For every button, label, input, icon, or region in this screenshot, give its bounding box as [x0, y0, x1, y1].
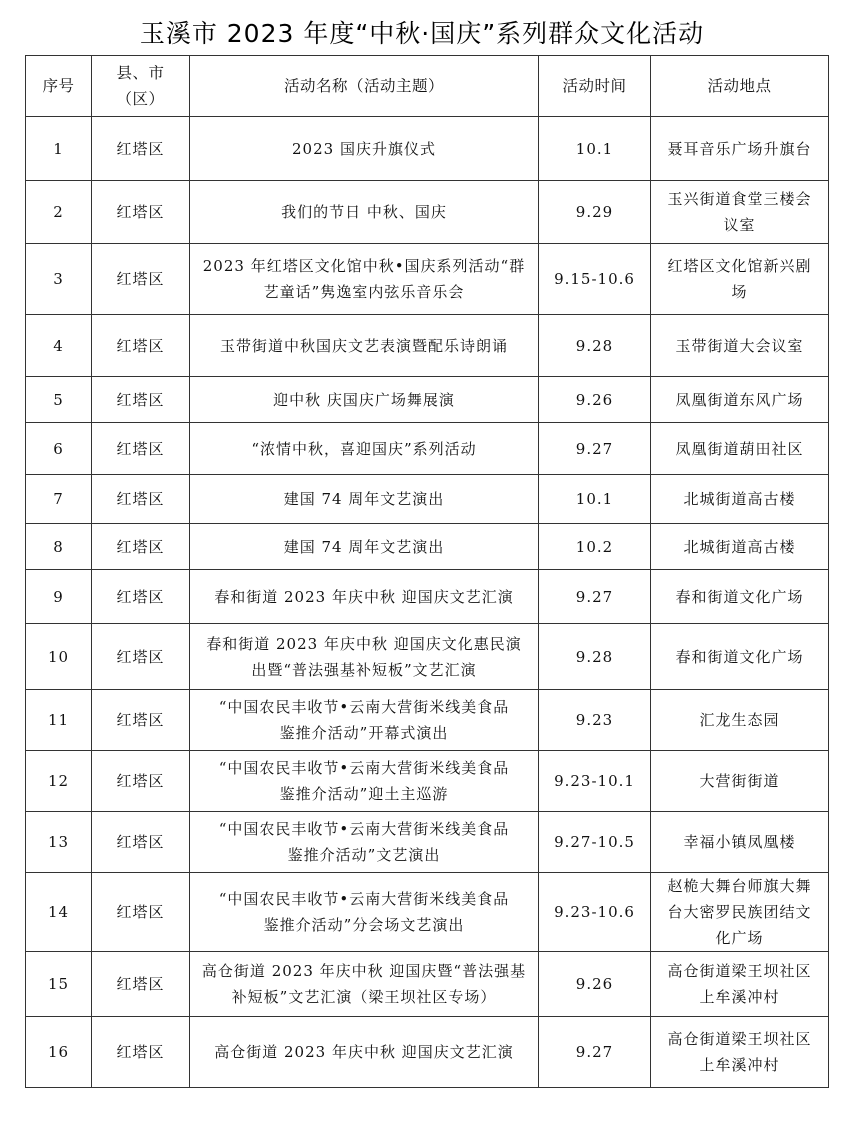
activity-name-text: 我们的节日 中秋、国庆	[281, 203, 447, 221]
time-text: 9.27	[575, 1043, 614, 1061]
activity-name-cell	[190, 181, 539, 244]
district-text: 红塔区	[116, 1043, 165, 1061]
row-number-cell	[26, 181, 92, 244]
time-cell	[539, 181, 651, 244]
place-text: 凤凰街道东风广场	[675, 390, 804, 409]
table-row	[26, 690, 829, 751]
activity-name-cell	[190, 812, 539, 873]
district-cell	[92, 1017, 190, 1088]
activity-name-text: 高仓街道 2023 年庆中秋 迎国庆暨“普法强基补短板”文艺汇演（梁王坝社区专场）	[201, 962, 527, 1006]
place-text: 大营街街道	[699, 772, 780, 790]
row-number-text: 7	[53, 490, 64, 508]
time-text: 9.26	[575, 975, 614, 993]
district-cell	[92, 873, 190, 952]
row-number-cell	[26, 315, 92, 377]
time-text: 10.1	[575, 139, 614, 158]
place-text: 聂耳音乐广场升旗台	[667, 139, 812, 158]
time-cell	[539, 873, 651, 952]
row-number-text: 16	[47, 1043, 70, 1061]
place-text: 高仓街道梁王坝社区上牟溪冲村	[667, 1030, 812, 1074]
time-cell	[539, 624, 651, 690]
place-text: 凤凰街道葫田社区	[675, 439, 804, 458]
district-text: 红塔区	[116, 587, 165, 606]
table-row	[26, 570, 829, 624]
district-cell	[92, 570, 190, 624]
time-cell	[539, 244, 651, 315]
activity-name-cell	[190, 624, 539, 690]
place-cell	[651, 315, 829, 377]
table-row	[26, 377, 829, 423]
activity-name-cell	[190, 570, 539, 624]
place-cell	[651, 570, 829, 624]
time-text: 9.27	[575, 439, 614, 458]
activity-name-text: 春和街道 2023 年庆中秋 迎国庆文艺汇演	[214, 587, 514, 606]
district-cell	[92, 475, 190, 524]
district-text: 红塔区	[116, 903, 165, 921]
district-cell	[92, 181, 190, 244]
activity-name-cell	[190, 315, 539, 377]
table-row	[26, 624, 829, 690]
place-cell	[651, 751, 829, 812]
header-no: 序号	[26, 56, 92, 117]
activity-name-text: 玉带街道中秋国庆文艺表演暨配乐诗朗诵	[219, 336, 508, 355]
row-number-cell	[26, 690, 92, 751]
row-number-cell	[26, 812, 92, 873]
time-text: 9.23	[575, 711, 614, 729]
row-number-text: 1	[53, 139, 64, 158]
page-title: 玉溪市 2023 年度“中秋·国庆”系列群众文化活动	[139, 19, 705, 48]
row-number-cell	[26, 1017, 92, 1088]
row-number-text: 3	[53, 270, 64, 288]
district-text: 红塔区	[116, 711, 165, 729]
district-text: 红塔区	[116, 490, 165, 508]
table-header-row	[26, 56, 829, 117]
row-number-text: 10	[47, 647, 70, 666]
place-text: 汇龙生态园	[699, 711, 780, 729]
district-text: 红塔区	[116, 336, 165, 355]
place-text: 高仓街道梁王坝社区上牟溪冲村	[667, 962, 812, 1006]
row-number-cell	[26, 423, 92, 475]
table-row	[26, 244, 829, 315]
place-text: 北城街道高古楼	[683, 490, 796, 508]
time-cell	[539, 315, 651, 377]
row-number-text: 4	[53, 336, 64, 355]
place-cell	[651, 624, 829, 690]
header-time: 活动时间	[539, 56, 651, 117]
header-place: 活动地点	[651, 56, 829, 117]
district-cell	[92, 244, 190, 315]
time-text: 9.27	[575, 587, 614, 606]
activity-name-cell	[190, 524, 539, 570]
place-cell	[651, 524, 829, 570]
time-cell	[539, 524, 651, 570]
table-row	[26, 873, 829, 952]
row-number-cell	[26, 475, 92, 524]
activity-name-text: “中国农民丰收节•云南大营街米线美食品鉴推介活动”开幕式演出	[218, 698, 510, 742]
district-cell	[92, 524, 190, 570]
district-text: 红塔区	[116, 139, 165, 158]
row-number-text: 11	[47, 711, 70, 729]
activity-name-cell	[190, 377, 539, 423]
time-text: 9.27-10.5	[554, 833, 635, 851]
activity-name-cell	[190, 117, 539, 181]
district-text: 红塔区	[116, 975, 165, 993]
activity-name-cell	[190, 1017, 539, 1088]
place-cell	[651, 952, 829, 1017]
place-cell	[651, 873, 829, 952]
header-district: 县、市（区）	[92, 56, 190, 117]
district-text: 红塔区	[116, 772, 165, 790]
activity-name-text: 2023 国庆升旗仪式	[292, 139, 436, 158]
row-number-cell	[26, 524, 92, 570]
district-cell	[92, 423, 190, 475]
time-cell	[539, 377, 651, 423]
district-cell	[92, 117, 190, 181]
activity-name-cell	[190, 244, 539, 315]
activity-name-text: “中国农民丰收节•云南大营街米线美食品鉴推介活动”分会场文艺演出	[218, 890, 510, 934]
row-number-cell	[26, 751, 92, 812]
time-cell	[539, 570, 651, 624]
place-text: 北城街道高古楼	[683, 537, 796, 556]
place-cell	[651, 377, 829, 423]
district-cell	[92, 624, 190, 690]
place-text: 春和街道文化广场	[675, 647, 804, 666]
time-text: 9.23-10.6	[554, 903, 635, 921]
place-text: 玉兴街道食堂三楼会议室	[667, 190, 812, 234]
activity-name-cell	[190, 873, 539, 952]
district-cell	[92, 751, 190, 812]
activity-name-cell	[190, 751, 539, 812]
time-cell	[539, 812, 651, 873]
table-row	[26, 952, 829, 1017]
place-cell	[651, 244, 829, 315]
table-row	[26, 812, 829, 873]
table-row	[26, 524, 829, 570]
time-text: 9.28	[575, 336, 614, 355]
activity-name-text: 建国 74 周年文艺演出	[283, 537, 445, 556]
header-activity-name: 活动名称（活动主题）	[190, 56, 539, 117]
table-row	[26, 751, 829, 812]
table-row	[26, 1017, 829, 1088]
activity-name-cell	[190, 952, 539, 1017]
activity-name-cell	[190, 475, 539, 524]
table-row	[26, 475, 829, 524]
place-text: 玉带街道大会议室	[675, 336, 804, 355]
row-number-cell	[26, 377, 92, 423]
row-number-cell	[26, 244, 92, 315]
row-number-text: 5	[53, 390, 64, 409]
time-cell	[539, 475, 651, 524]
time-text: 10.1	[575, 490, 614, 508]
activity-name-text: “浓情中秋，喜迎国庆”系列活动	[251, 439, 477, 458]
place-text: 春和街道文化广场	[675, 587, 804, 606]
row-number-cell	[26, 624, 92, 690]
place-cell	[651, 181, 829, 244]
table-row	[26, 315, 829, 377]
district-cell	[92, 377, 190, 423]
events-table	[25, 55, 829, 1088]
time-text: 9.23-10.1	[554, 772, 635, 790]
district-cell	[92, 315, 190, 377]
district-cell	[92, 690, 190, 751]
row-number-cell	[26, 873, 92, 952]
table-row	[26, 423, 829, 475]
place-text: 幸福小镇凤凰楼	[683, 833, 796, 851]
district-text: 红塔区	[116, 203, 165, 221]
row-number-text: 2	[53, 203, 64, 221]
row-number-text: 8	[53, 537, 64, 556]
district-text: 红塔区	[116, 270, 165, 288]
row-number-cell	[26, 952, 92, 1017]
time-cell	[539, 751, 651, 812]
district-cell	[92, 812, 190, 873]
activity-name-text: 2023 年红塔区文化馆中秋•国庆系列活动“群艺童话”隽逸室内弦乐音乐会	[202, 257, 526, 301]
time-cell	[539, 117, 651, 181]
activity-name-cell	[190, 690, 539, 751]
time-text: 9.15-10.6	[554, 270, 635, 288]
place-cell	[651, 812, 829, 873]
district-text: 红塔区	[116, 390, 165, 409]
place-text: 赵桅大舞台师旗大舞台大密罗民族团结文化广场	[667, 877, 812, 947]
time-text: 9.26	[575, 390, 614, 409]
row-number-text: 6	[53, 439, 64, 458]
district-text: 红塔区	[116, 439, 165, 458]
time-text: 10.2	[575, 537, 614, 556]
row-number-text: 12	[47, 772, 70, 790]
place-cell	[651, 1017, 829, 1088]
time-cell	[539, 952, 651, 1017]
table-body	[26, 117, 829, 1088]
row-number-cell	[26, 570, 92, 624]
activity-name-cell	[190, 423, 539, 475]
row-number-cell	[26, 117, 92, 181]
activity-name-text: 春和街道 2023 年庆中秋 迎国庆文化惠民演出暨“普法强基补短板”文艺汇演	[206, 634, 522, 679]
table-row	[26, 181, 829, 244]
row-number-text: 9	[53, 587, 64, 606]
district-text: 红塔区	[116, 647, 165, 666]
place-cell	[651, 475, 829, 524]
time-text: 9.29	[575, 203, 614, 221]
place-cell	[651, 117, 829, 181]
time-text: 9.28	[575, 647, 614, 666]
activity-name-text: “中国农民丰收节•云南大营街米线美食品鉴推介活动”文艺演出	[218, 820, 510, 864]
row-number-text: 14	[47, 903, 70, 921]
row-number-text: 15	[47, 975, 70, 993]
place-cell	[651, 423, 829, 475]
row-number-text: 13	[47, 833, 70, 851]
activity-name-text: 迎中秋 庆国庆广场舞展演	[273, 390, 455, 409]
time-cell	[539, 690, 651, 751]
district-text: 红塔区	[116, 537, 165, 556]
activity-name-text: 建国 74 周年文艺演出	[283, 490, 445, 508]
time-cell	[539, 1017, 651, 1088]
district-cell	[92, 952, 190, 1017]
place-cell	[651, 690, 829, 751]
district-text: 红塔区	[116, 833, 165, 851]
place-text: 红塔区文化馆新兴剧场	[667, 257, 812, 301]
table-row	[26, 117, 829, 181]
activity-name-text: 高仓街道 2023 年庆中秋 迎国庆文艺汇演	[214, 1043, 514, 1061]
time-cell	[539, 423, 651, 475]
activity-name-text: “中国农民丰收节•云南大营街米线美食品鉴推介活动”迎土主巡游	[218, 759, 510, 803]
